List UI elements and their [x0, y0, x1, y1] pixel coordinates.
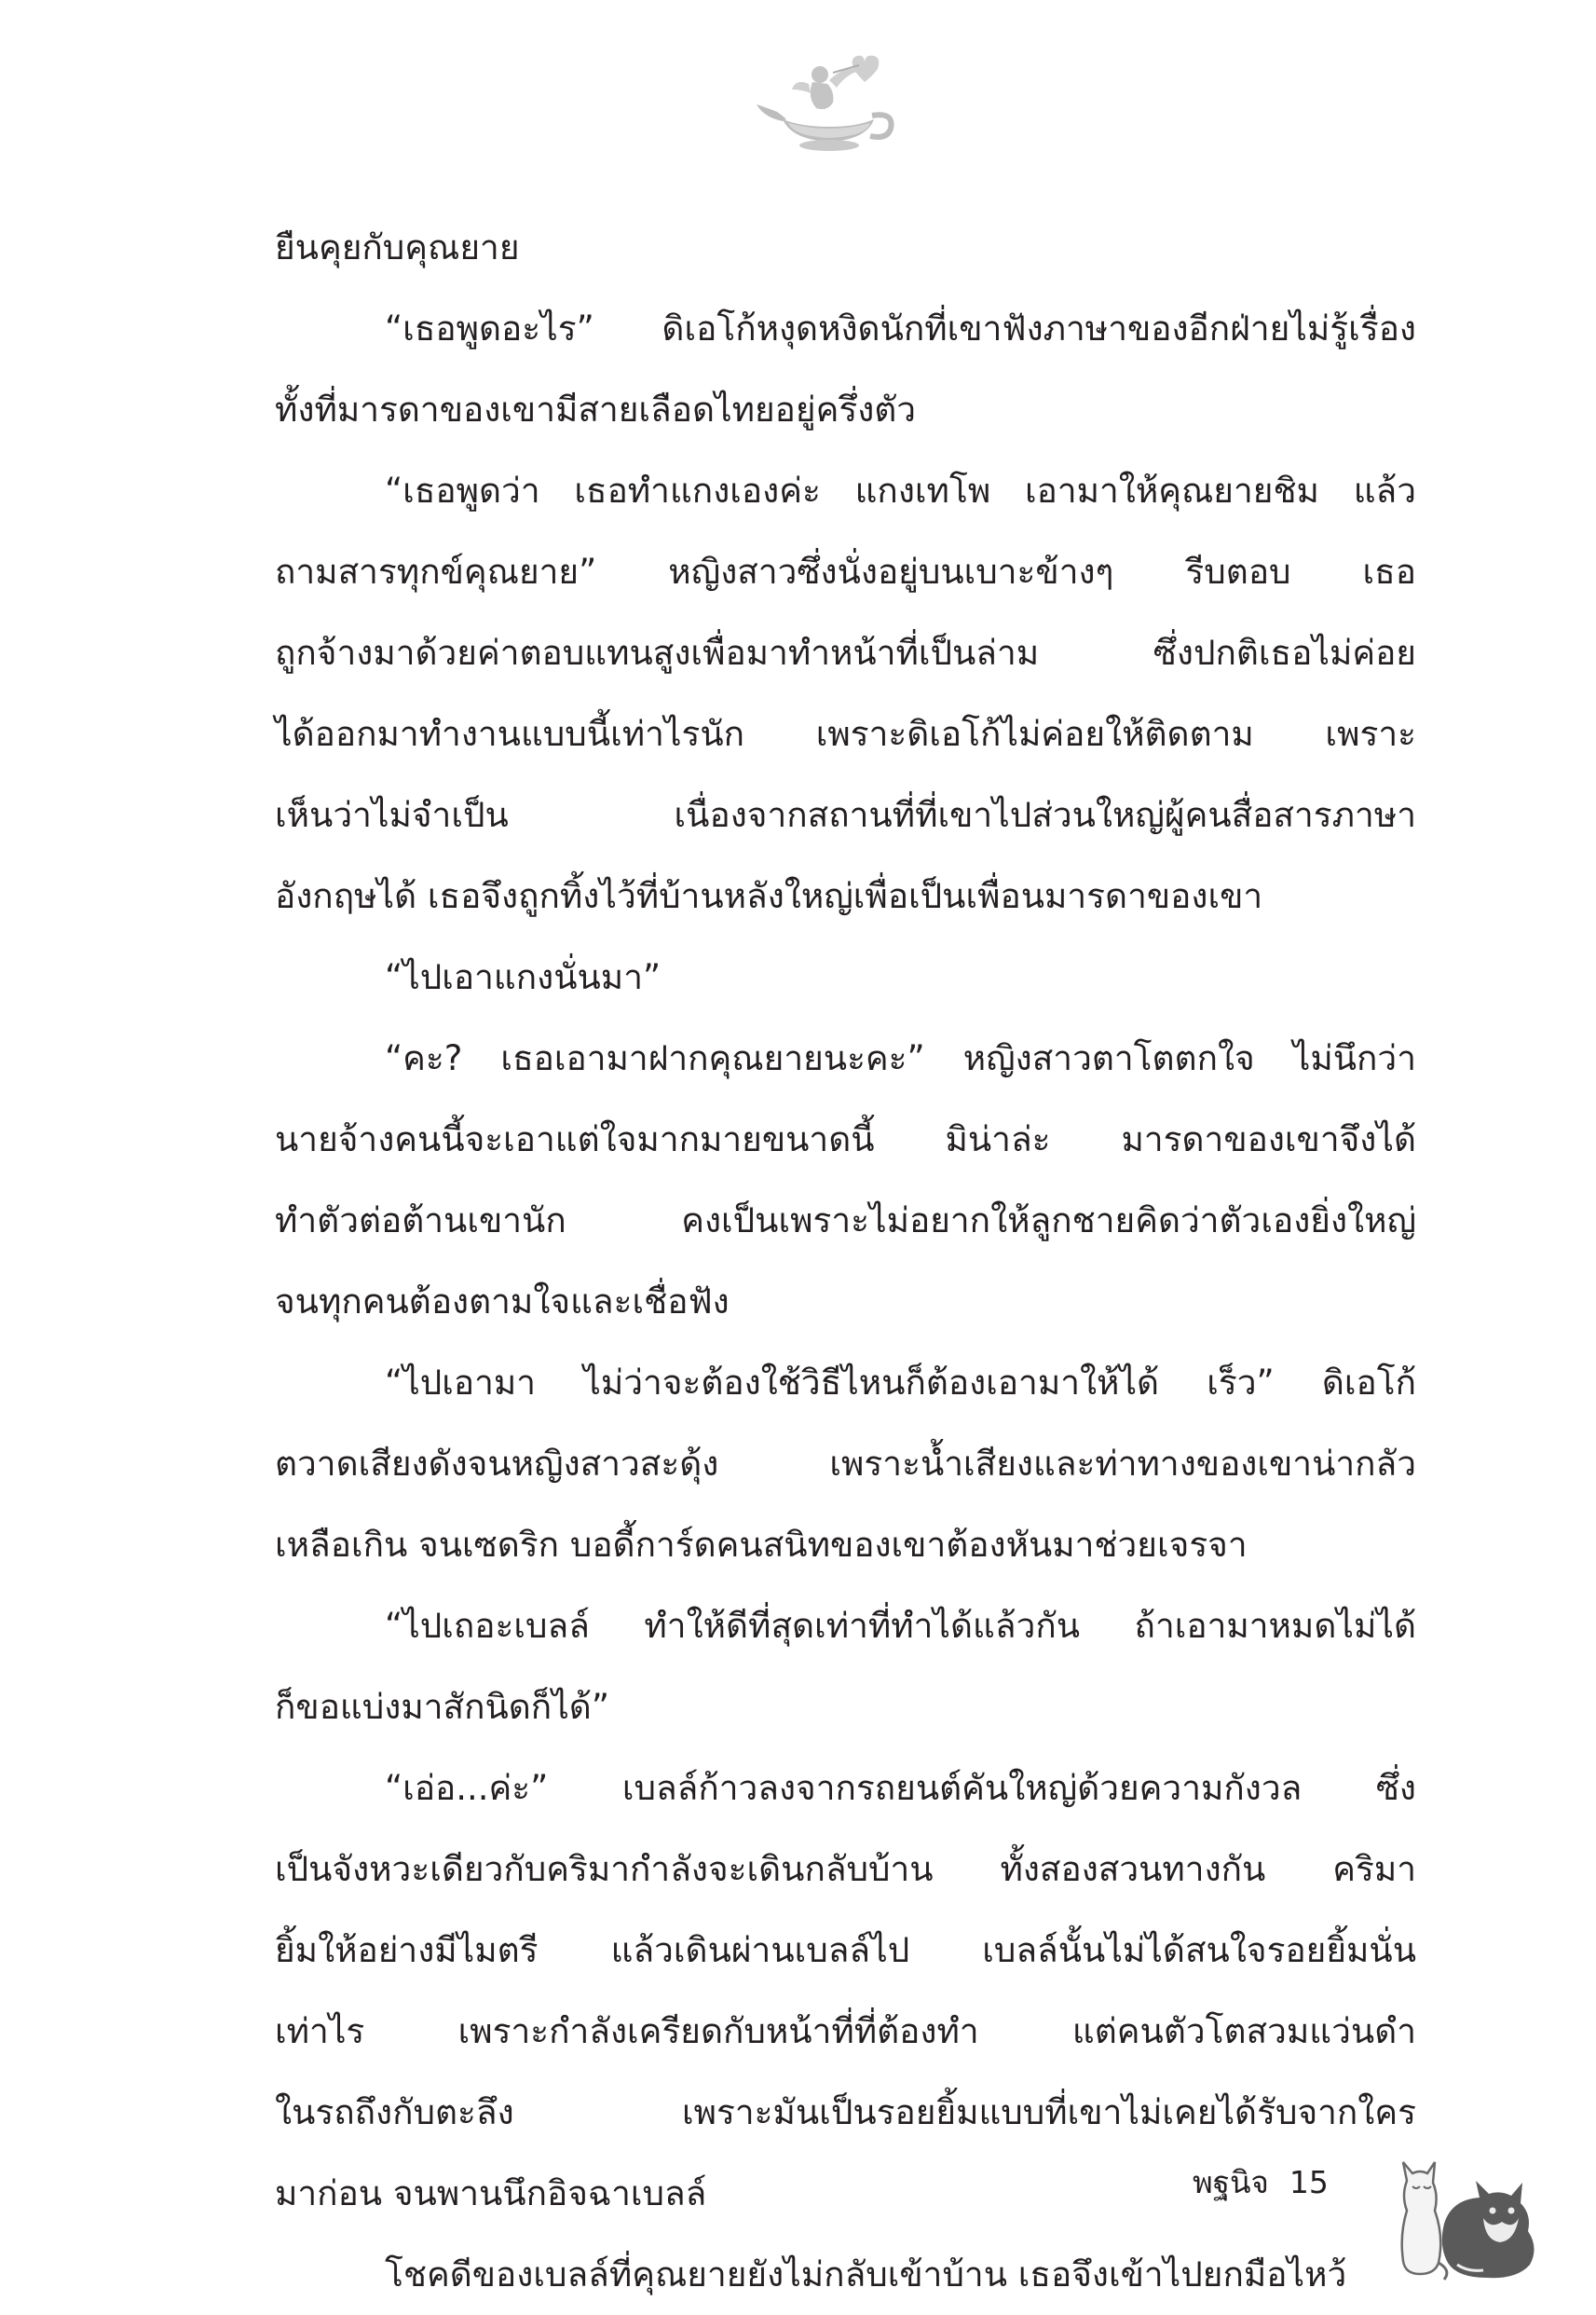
page-number: 15: [1289, 2164, 1329, 2200]
text-line: โชคดีของเบลล์ที่คุณยายยังไม่กลับเข้าบ้าน เธอจึงเข้าไปยกมือไหว้: [385, 2254, 1347, 2294]
body-text: [275, 207, 1416, 2315]
text-line: “ไปเอามา ไม่ว่าจะต้องใช้วิธีไหนก็ต้องเอามาให้ได้ เร็ว” ดิเอโก้: [385, 1363, 1416, 1403]
text-line: “เธอพูดว่า เธอทำแกงเองค่ะ แกงเทโพ เอามาให้คุณยายชิม แล้ว: [385, 471, 1416, 511]
text-line: “ไปเอาแกงนั่นมา”: [385, 957, 662, 997]
text-line: เป็นจังหวะเดียวกับคริมากำลังจะเดินกลับบ้าน ทั้งสองสวนทางกัน คริมา: [275, 1849, 1416, 1889]
text-line: ในรถถึงกับตะลึง เพราะมันเป็นรอยยิ้มแบบที่เขาไม่เคยได้รับจากใคร: [275, 2092, 1416, 2132]
text-line: “คะ? เธอเอามาฝากคุณยายนะคะ” หญิงสาวตาโตตกใจ ไม่นึกว่า: [385, 1038, 1416, 1078]
text-line: เท่าไร เพราะกำลังเครียดกับหน้าที่ที่ต้องทำ แต่คนตัวโตสวมแว่นดำ: [275, 2011, 1416, 2051]
text-line: ทั้งที่มารดาของเขามีสายเลือดไทยอยู่ครึ่งตัว: [275, 390, 917, 430]
text-line: ได้ออกมาทำงานแบบนี้เท่าไรนัก เพราะดิเอโก้ไม่ค่อยให้ติดตาม เพราะ: [275, 714, 1416, 754]
text-line: ก็ขอแบ่งมาสักนิดก็ได้”: [275, 1687, 609, 1727]
text-line: ถูกจ้างมาด้วยค่าตอบแทนสูงเพื่อมาทำหน้าที่เป็นล่าม ซึ่งปกติเธอไม่ค่อย: [275, 633, 1416, 673]
text-line: “ไปเถอะเบลล์ ทำให้ดีที่สุดเท่าที่ทำได้แล้วกัน ถ้าเอามาหมดไม่ได้: [385, 1606, 1416, 1646]
text-line: อังกฤษได้ เธอจึงถูกทิ้งไว้ที่บ้านหลังใหญ่เพื่อเป็นเพื่อนมารดาของเขา: [275, 876, 1263, 916]
two-cats-icon: [1379, 2144, 1547, 2283]
text-line: เหลือเกิน จนเซดริก บอดี้การ์ดคนสนิทของเขาต้องหันมาช่วยเจรจา: [275, 1525, 1248, 1565]
text-line: “เธอพูดอะไร” ดิเอโก้หงุดหงิดนักที่เขาฟังภาษาของอีกฝ่ายไม่รู้เรื่อง: [385, 308, 1416, 349]
text-line: “เอ่อ...ค่ะ” เบลล์ก้าวลงจากรถยนต์คันใหญ่ด้วยความกังวล ซึ่ง: [385, 1768, 1416, 1808]
text-line: ถามสารทุกข์คุณยาย” หญิงสาวซึ่งนั่งอยู่บนเบาะข้างๆ รีบตอบ เธอ: [275, 552, 1416, 592]
footer-text: [1193, 2164, 1329, 2201]
text-line: จนทุกคนต้องตามใจและเชื่อฟัง: [275, 1281, 730, 1322]
text-line: มาก่อน จนพานนึกอิจฉาเบลล์: [275, 2173, 707, 2213]
text-line: ตวาดเสียงดังจนหญิงสาวสะดุ้ง เพราะน้ำเสียงและท่าทางของเขาน่ากลัว: [275, 1444, 1416, 1484]
text-line: ทำตัวต่อต้านเขานัก คงเป็นเพราะไม่อยากให้ลูกชายคิดว่าตัวเองยิ่งใหญ่: [275, 1200, 1416, 1240]
text-line: ยืนคุยกับคุณยาย: [275, 227, 520, 267]
text-line: ยิ้มให้อย่างมีไมตรี แล้วเดินผ่านเบลล์ไป เบลล์นั้นไม่ได้สนใจรอยยิ้มนั่น: [275, 1930, 1416, 1970]
cupid-teapot-ornament-icon: [755, 47, 904, 158]
page-footer: [1155, 2144, 1547, 2293]
text-line: เห็นว่าไม่จำเป็น เนื่องจากสถานที่ที่เขาไปส่วนใหญ่ผู้คนสื่อสารภาษา: [275, 795, 1416, 835]
author-name: พฐนิจ: [1193, 2164, 1269, 2200]
text-line: นายจ้างคนนี้จะเอาแต่ใจมากมายขนาดนี้ มิน่าล่ะ มารดาของเขาจึงได้: [275, 1119, 1416, 1159]
